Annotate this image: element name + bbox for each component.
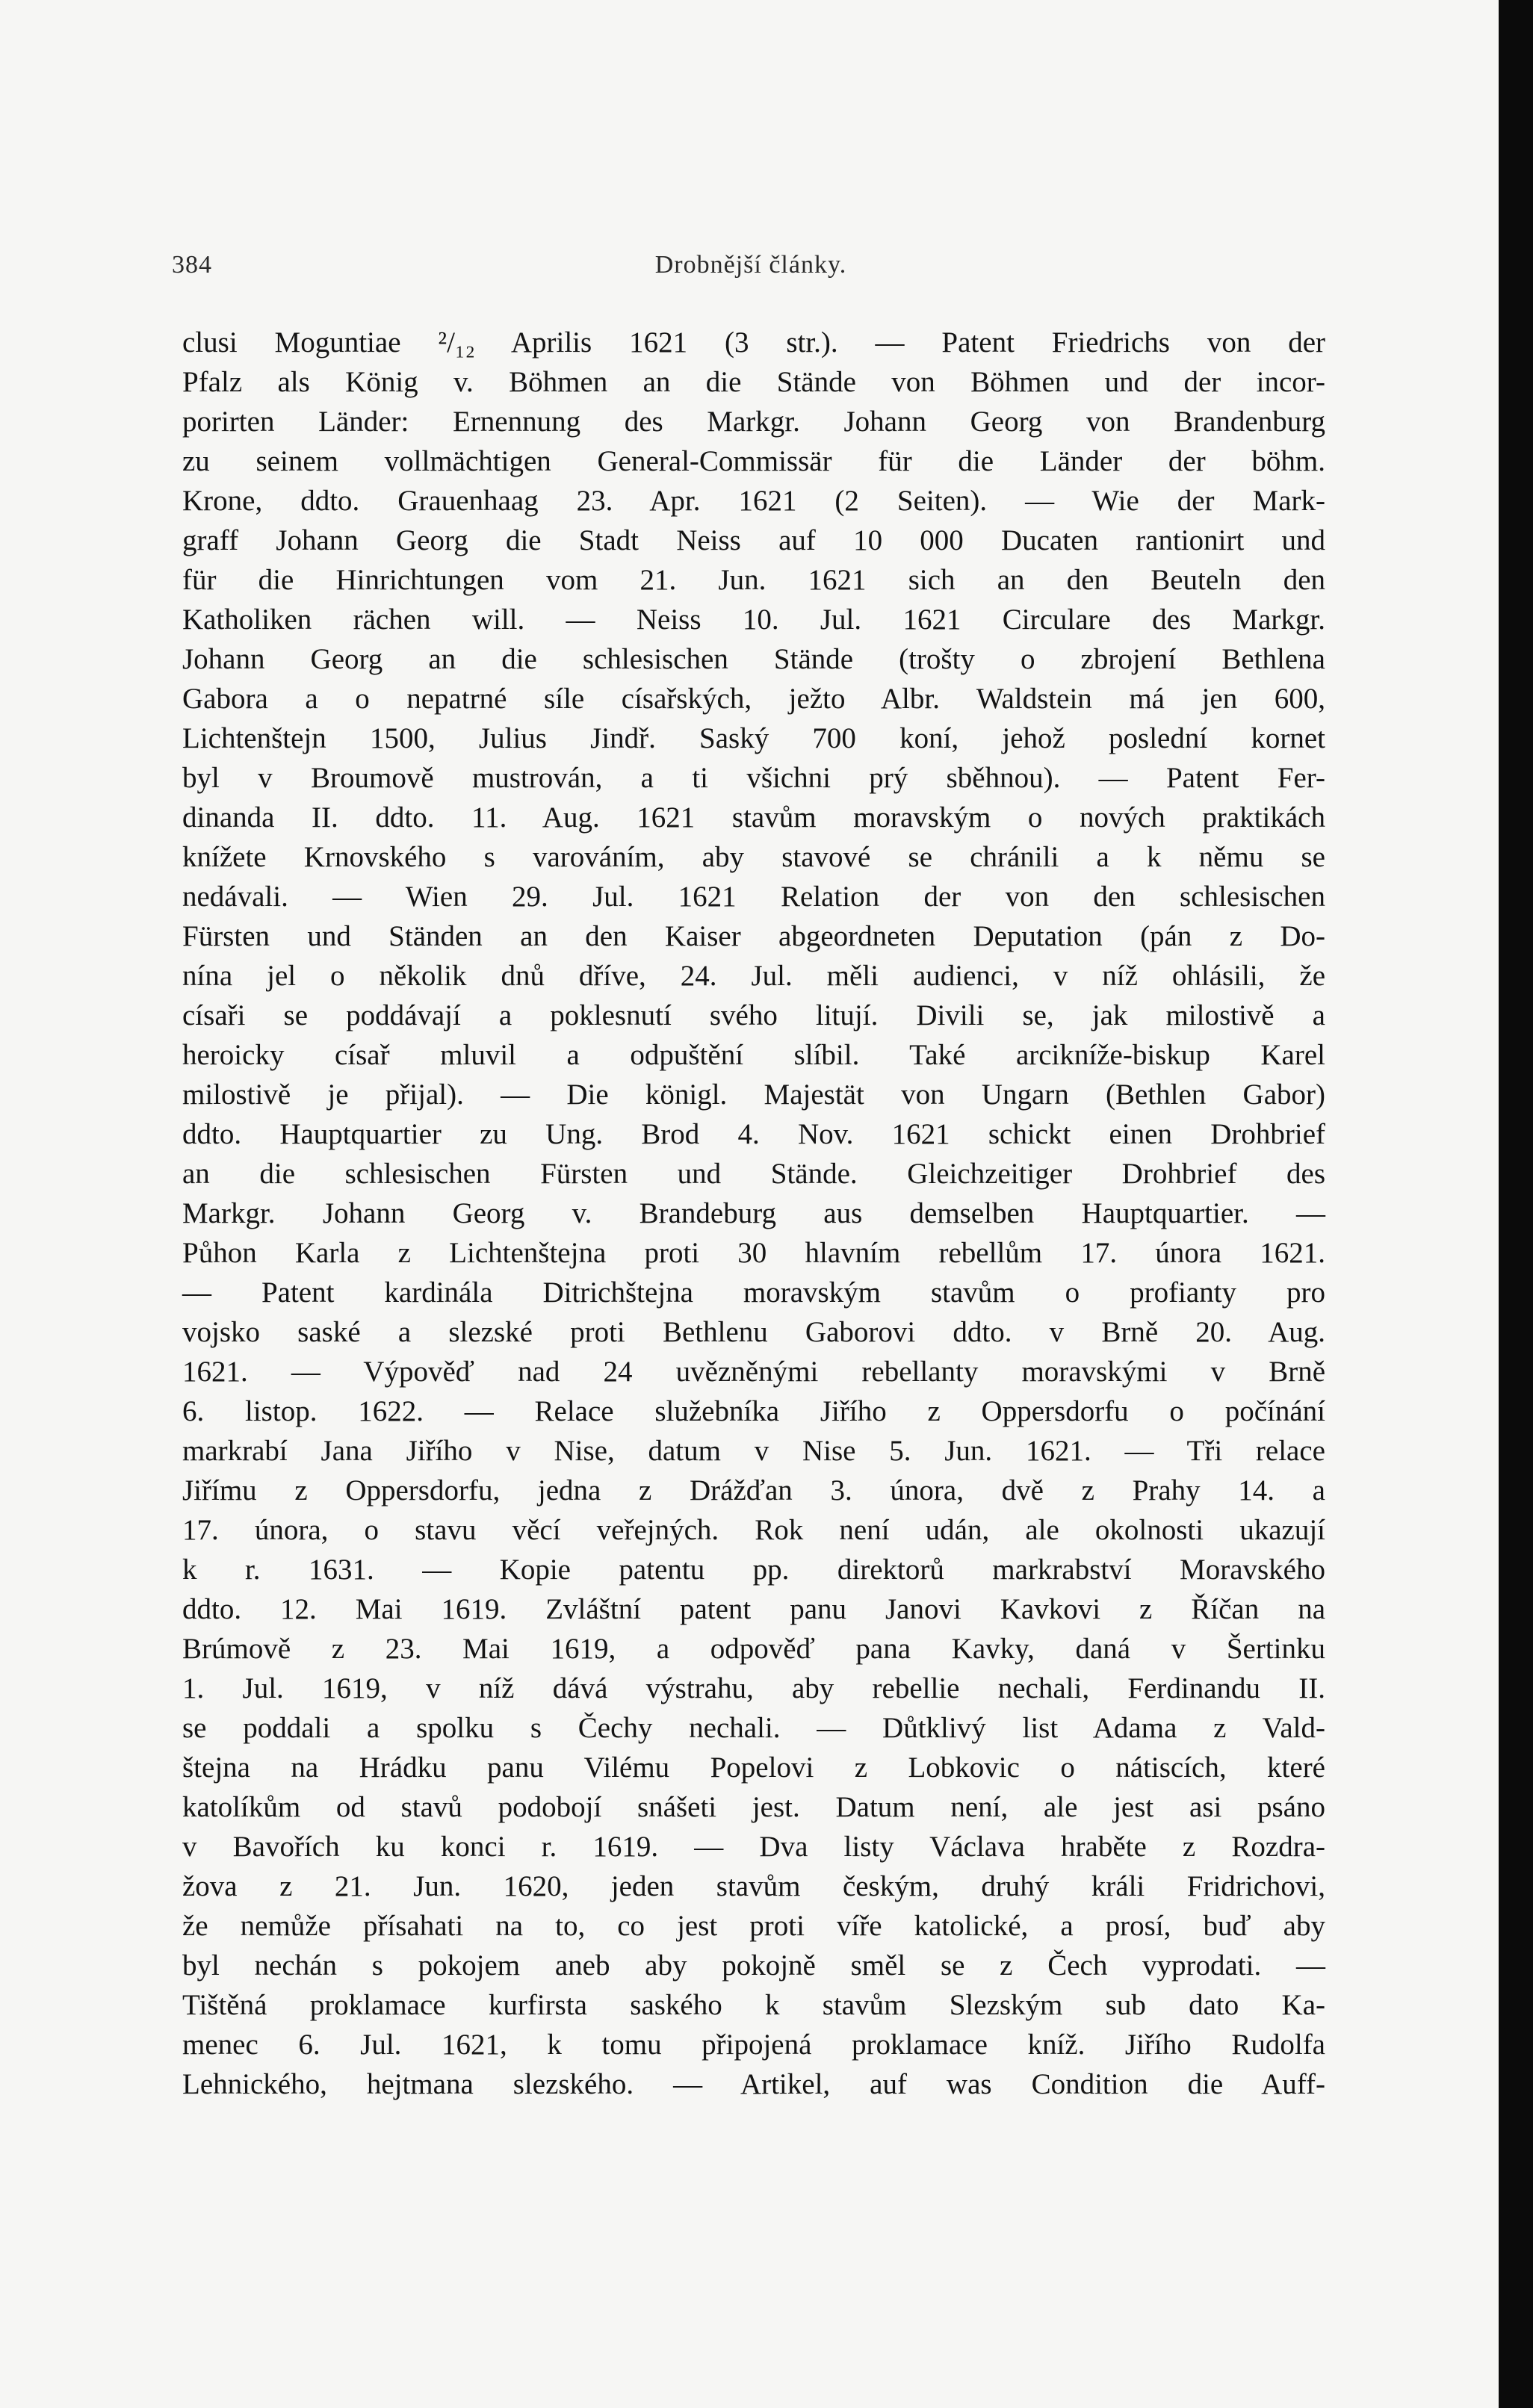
text-line: 1621. — Výpověď nad 24 uvězněnými rebellanty moravskými v Brně bbox=[182, 1356, 1325, 1388]
text-line: nedávali. — Wien 29. Jul. 1621 Relation der von den schlesischen bbox=[182, 881, 1325, 913]
text-line: Jiřímu z Oppersdorfu, jedna z Drážďan 3. února, dvě z Prahy 14. a bbox=[182, 1474, 1325, 1506]
text-line: 1. Jul. 1619, v níž dává výstrahu, aby rebellie nechali, Ferdinandu II. bbox=[182, 1672, 1325, 1704]
text-line: nína jel o několik dnů dříve, 24. Jul. měli audienci, v níž ohlásili, že bbox=[182, 960, 1325, 992]
text-line: 17. února, o stavu věcí veřejných. Rok není udán, ale okolnosti ukazují bbox=[182, 1514, 1325, 1546]
text-line: Lehnického, hejtmana slezského. — Artikel, auf was Condition die Auff- bbox=[182, 2068, 1325, 2100]
text-line: heroicky císař mluvil a odpuštění slíbil. Také arcikníže-biskup Karel bbox=[182, 1039, 1325, 1071]
text-line: Katholiken rächen will. — Neiss 10. Jul. 1621 Circulare des Markgr. bbox=[182, 603, 1325, 636]
text-line: že nemůže přísahati na to, co jest proti víře katolické, a prosí, buď aby bbox=[182, 1910, 1325, 1942]
text-line: k r. 1631. — Kopie patentu pp. direktorů markrabství Moravského bbox=[182, 1554, 1325, 1586]
text-line: byl nechán s pokojem aneb aby pokojně směl se z Čech vyprodati. — bbox=[182, 1949, 1325, 1982]
text-line: se poddali a spolku s Čechy nechali. — Důtklivý list Adama z Vald- bbox=[182, 1712, 1325, 1744]
text-line: Brúmově z 23. Mai 1619, a odpověď pana Kavky, daná v Šertinku bbox=[182, 1633, 1325, 1665]
text-line: Pfalz als König v. Böhmen an die Stände von Böhmen und der incor- bbox=[182, 366, 1325, 398]
text-line: dinanda II. ddto. 11. Aug. 1621 stavům moravským o nových praktikách bbox=[182, 801, 1325, 834]
text-line: Markgr. Johann Georg v. Brandeburg aus demselben Hauptquartier. — bbox=[182, 1197, 1325, 1229]
text-line: markrabí Jana Jiřího v Nise, datum v Nise 5. Jun. 1621. — Tři relace bbox=[182, 1435, 1325, 1467]
running-title: Drobnější články. bbox=[654, 251, 847, 279]
text-line: Krone, ddto. Grauenhaag 23. Apr. 1621 (2 Seiten). — Wie der Mark- bbox=[182, 485, 1325, 517]
text-line: štejna na Hrádku panu Vilému Popelovi z Lobkovic o nátiscích, které bbox=[182, 1751, 1325, 1784]
text-line: knížete Krnovského s varováním, aby stavové se chránili a k němu se bbox=[182, 841, 1325, 873]
text-line: an die schlesischen Fürsten und Stände. Gleichzeitiger Drohbrief des bbox=[182, 1158, 1325, 1190]
text-line: Lichtenštejn 1500, Julius Jindř. Saský 700 koní, jehož poslední kornet bbox=[182, 722, 1325, 754]
text-line: ddto. 12. Mai 1619. Zvláštní patent panu Janovi Kavkovi z Říčan na bbox=[182, 1593, 1325, 1625]
text-line: žova z 21. Jun. 1620, jeden stavům českým, druhý králi Fridrichovi, bbox=[182, 1870, 1325, 1902]
text-line: Půhon Karla z Lichtenštejna proti 30 hlavním rebellům 17. února 1621. bbox=[182, 1237, 1325, 1269]
page-header bbox=[172, 251, 1330, 296]
text-line: císaři se poddávají a poklesnutí svého litují. Divili se, jak milostivě a bbox=[182, 999, 1325, 1031]
text-line: v Bavořích ku konci r. 1619. — Dva listy Václava hraběte z Rozdra- bbox=[182, 1831, 1325, 1863]
text-line: Johann Georg an die schlesischen Stände (trošty o zbrojení Bethlena bbox=[182, 643, 1325, 675]
text-line: 6. listop. 1622. — Relace služebníka Jiřího z Oppersdorfu o počínání bbox=[182, 1395, 1325, 1427]
text-line: Fürsten und Ständen an den Kaiser abgeordneten Deputation (pán z Do- bbox=[182, 920, 1325, 952]
text-line: für die Hinrichtungen vom 21. Jun. 1621 sich an den Beuteln den bbox=[182, 564, 1325, 596]
text-line: katolíkům od stavů podobojí snášeti jest. Datum není, ale jest asi psáno bbox=[182, 1791, 1325, 1823]
page-number: 384 bbox=[172, 251, 212, 279]
body-text bbox=[182, 323, 1325, 2104]
scan-border bbox=[1499, 0, 1533, 2408]
text-line: — Patent kardinála Ditrichštejna moravským stavům o profianty pro bbox=[182, 1276, 1325, 1309]
text-line: clusi Moguntiae ²/₁₂ Aprilis 1621 (3 str.). — Patent Friedrichs von der bbox=[182, 326, 1325, 359]
text-line: ddto. Hauptquartier zu Ung. Brod 4. Nov. 1621 schickt einen Drohbrief bbox=[182, 1118, 1325, 1150]
text-line: byl v Broumově mustrován, a ti všichni prý sběhnou). — Patent Fer- bbox=[182, 762, 1325, 794]
text-line: porirten Länder: Ernennung des Markgr. Johann Georg von Brandenburg bbox=[182, 406, 1325, 438]
text-line: Gabora a o nepatrné síle císařských, ježto Albr. Waldstein má jen 600, bbox=[182, 683, 1325, 715]
text-line: menec 6. Jul. 1621, k tomu připojená proklamace kníž. Jiřího Rudolfa bbox=[182, 2029, 1325, 2061]
text-line: milostivě je přijal). — Die königl. Majestät von Ungarn (Bethlen Gabor) bbox=[182, 1079, 1325, 1111]
text-line: zu seinem vollmächtigen General-Commissär für die Länder der böhm. bbox=[182, 445, 1325, 477]
text-line: vojsko saské a slezské proti Bethlenu Gaborovi ddto. v Brně 20. Aug. bbox=[182, 1316, 1325, 1348]
text-line: graff Johann Georg die Stadt Neiss auf 10 000 Ducaten rantionirt und bbox=[182, 524, 1325, 556]
text-line: Tištěná proklamace kurfirsta saského k stavům Slezským sub dato Ka- bbox=[182, 1989, 1325, 2021]
